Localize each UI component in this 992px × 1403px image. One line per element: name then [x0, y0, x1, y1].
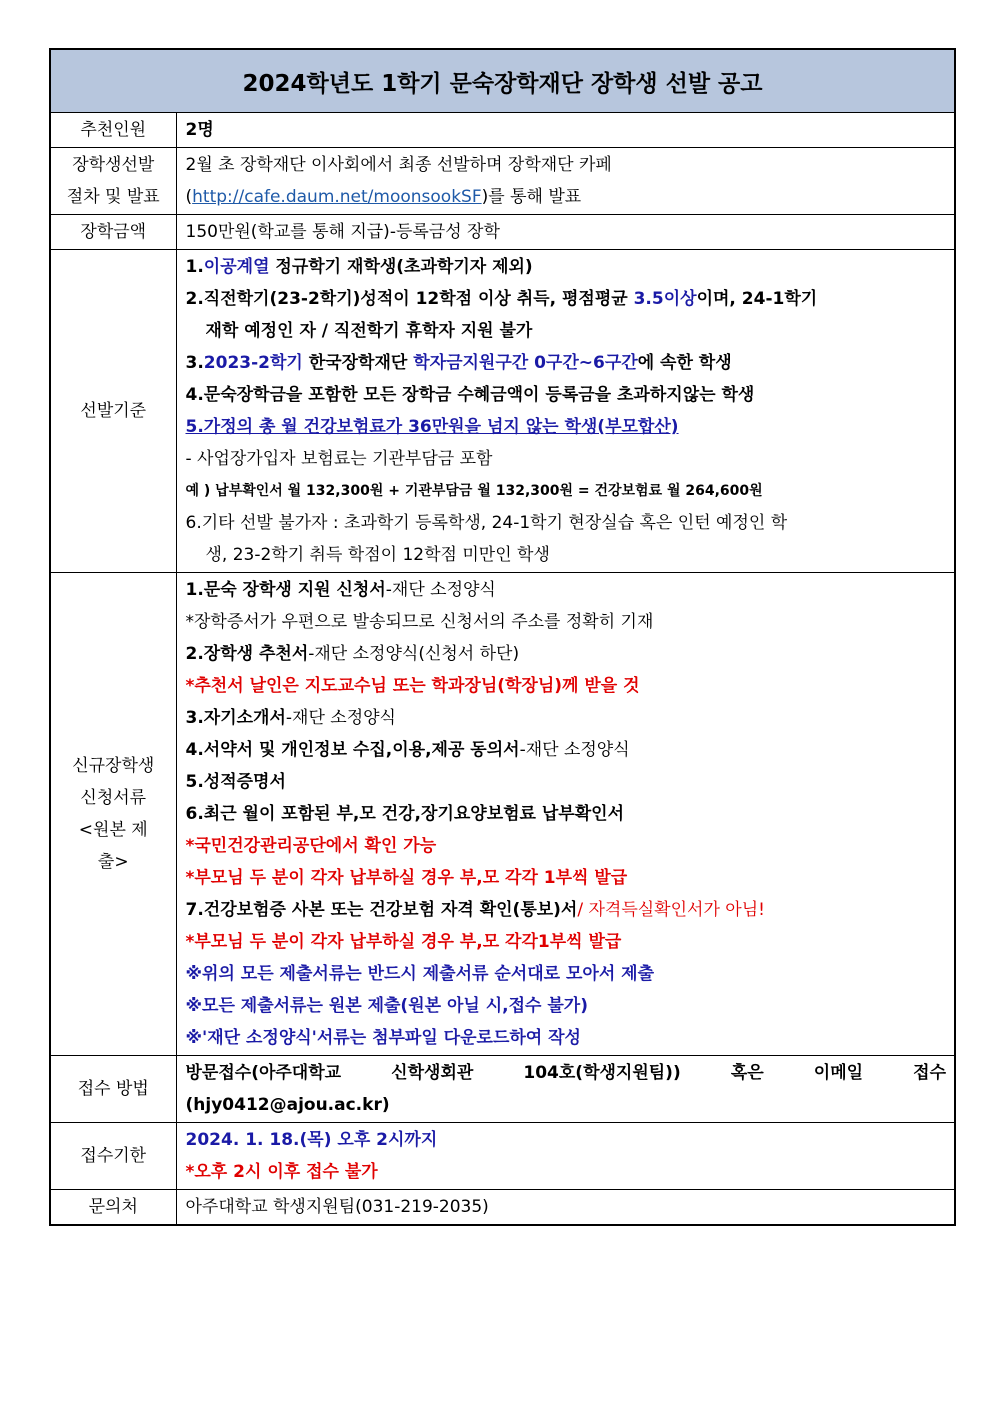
doc-notice-2: ※모든 제출서류는 원본 제출(원본 아닐 시,접수 불가) — [185, 996, 588, 1016]
amount-value: 150만원(학교를 통해 지급)-등록금성 장학 — [176, 215, 955, 250]
criterion-3-highlight-2: 학자금지원구간 0구간~6구간 — [413, 353, 638, 373]
criterion-1-tail: 정규학기 재학생(초과학기자 제외) — [269, 257, 533, 277]
doc-notice-3: ※'재단 소정양식'서류는 첨부파일 다운로드하여 작성 — [185, 1028, 581, 1048]
procedure-line2-tail: )를 통해 발표 — [481, 187, 582, 207]
criterion-3-highlight-1: 2023-2학기 — [203, 353, 303, 373]
doc-3-tail: -재단 소정양식 — [285, 708, 396, 728]
criterion-3-prefix: 3. — [185, 353, 204, 373]
procedure-value — [176, 148, 955, 215]
doc-6: 6.최근 월이 포함된 부,모 건강,장기요양보험료 납부확인서 — [185, 804, 625, 824]
criterion-4: 4.문숙장학금을 포함한 모든 장학금 수혜금액이 등록금을 초과하지않는 학생 — [185, 385, 755, 405]
doc-4 — [186, 734, 947, 766]
documents-label-line4: 출> — [97, 852, 129, 872]
criterion-2-head: 2.직전학기(23-2학기)성적이 12학점 이상 취득, 평점평균 — [185, 289, 634, 309]
criterion-5-note: - 사업장가입자 보험료는 기관부담금 포함 — [185, 449, 493, 469]
criterion-2-line2: 재학 예정인 자 / 직전학기 휴학자 지원 불가 — [205, 321, 533, 341]
criterion-6-line2: 생, 23-2학기 취득 학점이 12학점 미만인 학생 — [205, 545, 550, 565]
row-deadline — [50, 1123, 955, 1190]
procedure-line2 — [186, 181, 947, 213]
recommend-label: 추천인원 — [50, 113, 176, 148]
doc-4-name: 4.서약서 및 개인정보 수집,이용,제공 동의서 — [185, 740, 520, 760]
recommend-value: 2명 — [176, 113, 955, 148]
doc-4-tail: -재단 소정양식 — [519, 740, 630, 760]
criterion-6-line1: 6.기타 선발 불가자 : 초과학기 등록학생, 24-1학기 현장실습 혹은 인턴 예정인 학 — [185, 513, 788, 533]
doc-3-name: 3.자기소개서 — [185, 708, 286, 728]
page-title: 2024학년도 1학기 문숙장학재단 장학생 선발 공고 — [50, 49, 955, 113]
criterion-2 — [186, 283, 947, 315]
deadline-note: *오후 2시 이후 접수 불가 — [185, 1162, 378, 1182]
doc-1-name: 1.문숙 장학생 지원 신청서 — [185, 580, 386, 600]
criterion-1 — [186, 251, 947, 283]
method-value — [176, 1056, 955, 1123]
amount-label: 장학금액 — [50, 215, 176, 250]
cafe-link[interactable]: http://cafe.daum.net/moonsookSF — [192, 187, 482, 207]
row-criteria — [50, 250, 955, 573]
method-line1: 방문접수(아주대학교 신학생회관 104호(학생지원팀)) 혹은 이메일 접수 — [185, 1063, 947, 1083]
row-recommend — [50, 113, 955, 148]
contact-value: 아주대학교 학생지원팀(031-219-2035) — [176, 1190, 955, 1226]
doc-1-tail: -재단 소정양식 — [385, 580, 496, 600]
doc-2-tail: -재단 소정양식(신청서 하단) — [308, 644, 520, 664]
doc-3 — [186, 702, 947, 734]
method-email: (hjy0412@ajou.ac.kr) — [185, 1095, 390, 1115]
row-contact — [50, 1190, 955, 1226]
method-label: 접수 방법 — [50, 1056, 176, 1123]
notice-table — [49, 48, 956, 1226]
deadline-label: 접수기한 — [50, 1123, 176, 1190]
documents-label — [50, 573, 176, 1056]
criterion-1-highlight: 이공계열 — [203, 257, 270, 277]
criterion-2-tail: 이며, 24-1학기 — [696, 289, 818, 309]
documents-label-line2: 신청서류 — [80, 788, 147, 808]
criteria-label: 선발기준 — [50, 250, 176, 573]
criterion-3-mid: 한국장학재단 — [302, 353, 414, 373]
deadline-date: 2024. 1. 18.(목) 오후 2시까지 — [185, 1130, 438, 1150]
criterion-5-example: 예 ) 납부확인서 월 132,300원 + 기관부담금 월 132,300원 = 건강보험료 월 264,600원 — [185, 483, 763, 499]
deadline-value — [176, 1123, 955, 1190]
contact-label: 문의처 — [50, 1190, 176, 1226]
criterion-1-prefix: 1. — [185, 257, 204, 277]
doc-1-note: *장학증서가 우편으로 발송되므로 신청서의 주소를 정확히 기재 — [185, 612, 654, 632]
doc-1 — [186, 574, 947, 606]
doc-7 — [186, 894, 947, 926]
doc-2-note: *추천서 날인은 지도교수님 또는 학과장님(학장님)께 받을 것 — [185, 676, 640, 696]
criterion-3 — [186, 347, 947, 379]
row-procedure — [50, 148, 955, 215]
criterion-5: 5.가정의 총 월 건강보험료가 36만원을 넘지 않는 학생(부모합산) — [185, 417, 679, 437]
doc-2-name: 2.장학생 추천서 — [185, 644, 309, 664]
documents-label-line3: <원본 제 — [78, 820, 148, 840]
criterion-2-highlight: 3.5이상 — [633, 289, 697, 309]
procedure-open-paren: ( — [185, 187, 193, 207]
doc-7-note: *부모님 두 분이 각자 납부하실 경우 부,모 각각1부씩 발급 — [185, 932, 622, 952]
criterion-3-tail: 에 속한 학생 — [637, 353, 732, 373]
doc-2 — [186, 638, 947, 670]
doc-6-note-1: *국민건강관리공단에서 확인 가능 — [185, 836, 437, 856]
row-documents — [50, 573, 955, 1056]
doc-7-warning: / 자격득실확인서가 아님! — [577, 900, 765, 920]
row-amount — [50, 215, 955, 250]
criteria-value — [176, 250, 955, 573]
procedure-label-line2: 절차 및 발표 — [66, 187, 160, 207]
doc-notice-1: ※위의 모든 제출서류는 반드시 제출서류 순서대로 모아서 제출 — [185, 964, 655, 984]
row-method — [50, 1056, 955, 1123]
doc-7-name: 7.건강보험증 사본 또는 건강보험 자격 확인(통보)서 — [185, 900, 578, 920]
documents-label-line1: 신규장학생 — [72, 756, 155, 776]
doc-5: 5.성적증명서 — [185, 772, 286, 792]
documents-value — [176, 573, 955, 1056]
procedure-line1: 2월 초 장학재단 이사회에서 최종 선발하며 장학재단 카페 — [185, 155, 612, 175]
procedure-label-line1: 장학생선발 — [72, 155, 155, 175]
title-row — [50, 49, 955, 113]
procedure-label — [50, 148, 176, 215]
doc-6-note-2: *부모님 두 분이 각자 납부하실 경우 부,모 각각 1부씩 발급 — [185, 868, 628, 888]
